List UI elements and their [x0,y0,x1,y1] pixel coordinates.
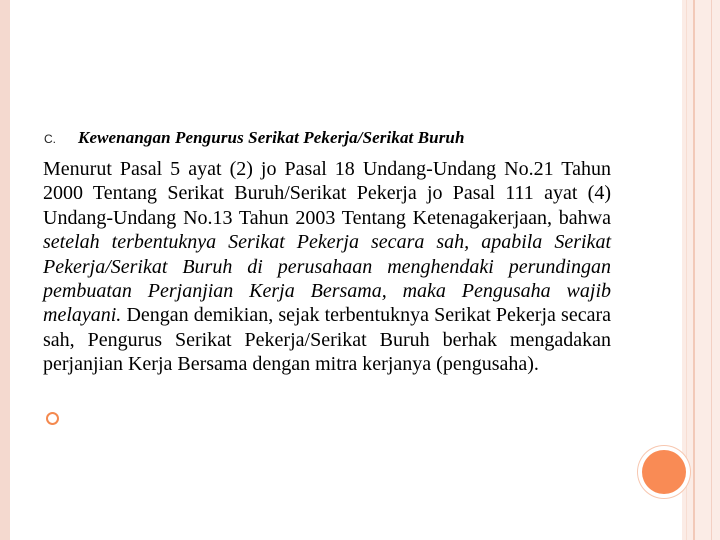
decorative-circle [642,450,686,494]
empty-bullet-icon [46,412,59,425]
paragraph-intro: Menurut Pasal 5 ayat (2) jo Pasal 18 Undang-Undang No.21 Tahun 2000 Tentang Serikat Buruh/Serikat Pekerja jo Pasal 111 ayat (4) Undang-Undang No.13 Tahun 2003 Tentang Ketenagakerjaan, bahwa [43,158,611,229]
right-frame-line [711,0,712,540]
left-frame-border [0,0,10,540]
right-frame-band [682,0,720,540]
right-frame-line [686,0,687,540]
heading-title: Kewenangan Pengurus Serikat Pekerja/Serikat Buruh [78,128,465,147]
slide-heading [44,128,624,148]
right-frame-line [693,0,695,540]
body-paragraph [43,157,611,377]
paragraph-italic-quote: setelah terbentuknya Serikat Pekerja secara sah, apabila Serikat Pekerja/Serikat Buruh di perusahaan menghendaki perundingan pembuatan Perjanjian Kerja Bersama, maka Pengusaha wajib melayani. [43,231,611,327]
heading-marker: C. [44,132,56,146]
paragraph-conclusion: Dengan demikian, sejak terbentuknya Serikat Pekerja secara sah, Pengurus Serikat Pekerja/Serikat Buruh berhak mengadakan perjanjian Kerja Bersama dengan mitra kerjanya (pengusaha). [43,304,611,376]
